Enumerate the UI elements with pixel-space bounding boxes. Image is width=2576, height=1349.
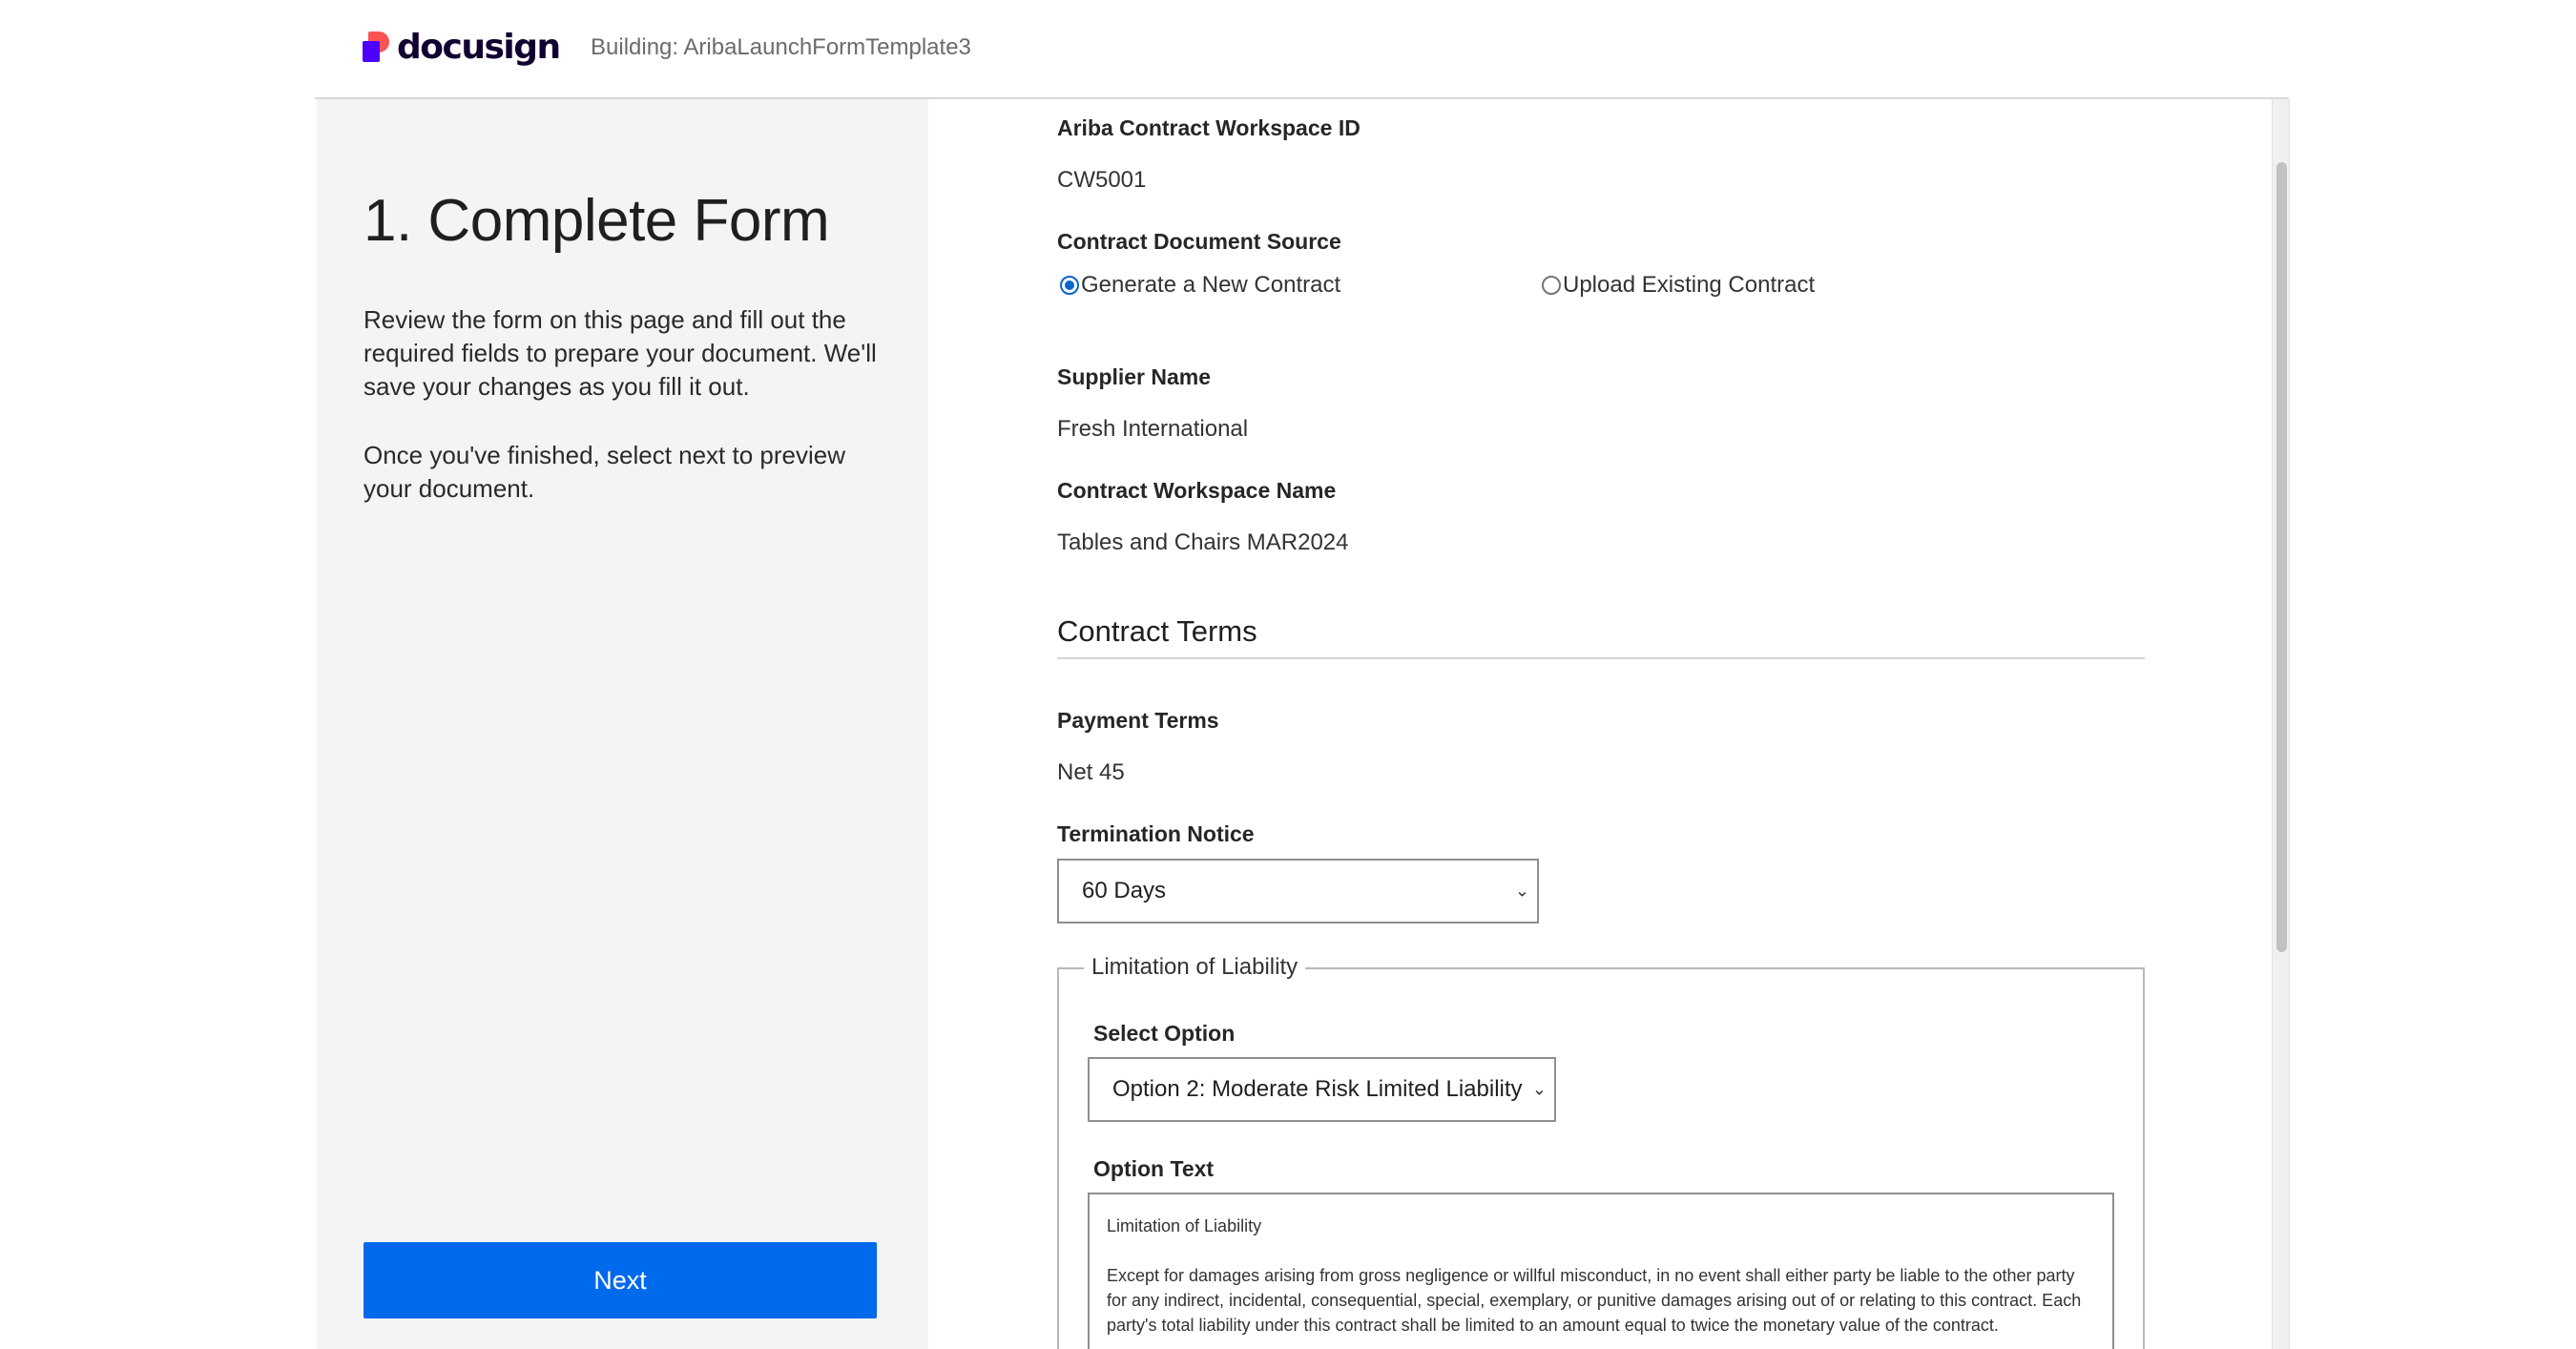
building-template-label: Building: AribaLaunchFormTemplate3: [591, 34, 971, 60]
option-text-heading: Limitation of Liability: [1107, 1216, 1262, 1235]
chevron-down-icon: ⌄: [1531, 1079, 1547, 1099]
docusign-logo-icon: [363, 31, 389, 62]
option-text-area[interactable]: [1088, 1193, 2114, 1349]
document-source-label: Contract Document Source: [1057, 229, 1341, 254]
payment-terms-label: Payment Terms: [1057, 708, 1219, 733]
scrollbar-thumb[interactable]: [2276, 162, 2287, 952]
payment-terms-value: Net 45: [1057, 759, 1125, 785]
select-value: Option 2: Moderate Risk Limited Liability: [1112, 1076, 1523, 1102]
workspace-id-label: Ariba Contract Workspace ID: [1057, 115, 1361, 140]
workspace-name-value: Tables and Chairs MAR2024: [1057, 529, 1349, 555]
select-value: 60 Days: [1082, 878, 1167, 903]
option-text-body: Except for damages arising from gross negligence or willful misconduct, in no event shall either party be liable to the other party for any indirect, incidental, consequential, special, exemplary, or punitive damages arising out of or relating to this contract. Each party's total liability under this contract shall be limited to an amount equal to twice the monetary value of the contract.: [1107, 1266, 2082, 1335]
termination-notice-select[interactable]: [1057, 859, 1539, 924]
radio-generate-new-contract[interactable]: [1060, 272, 1340, 299]
radio-label: Generate a New Contract: [1081, 272, 1341, 298]
radio-button-checked[interactable]: [1060, 276, 1079, 295]
radio-upload-existing-contract[interactable]: [1542, 272, 1815, 299]
next-button[interactable]: Next: [364, 1242, 877, 1318]
workspace-name-label: Contract Workspace Name: [1057, 478, 1337, 503]
vertical-scrollbar[interactable]: [2272, 99, 2289, 1349]
radio-button-unchecked[interactable]: [1542, 276, 1561, 295]
next-instructions-text: Once you've finished, select next to preview your document.: [364, 441, 846, 503]
select-option-label: Select Option: [1093, 1021, 1236, 1046]
page-edge-divider: [2289, 99, 2290, 1349]
option-text-label: Option Text: [1093, 1156, 1215, 1181]
termination-notice-label: Termination Notice: [1057, 821, 1255, 846]
supplier-name-label: Supplier Name: [1057, 364, 1212, 389]
instructions-panel: [317, 99, 928, 1349]
workspace-id-value: CW5001: [1057, 167, 1147, 193]
logo-wordmark: docusign: [397, 27, 560, 67]
instructions-text: Review the form on this page and fill out the required fields to prepare your document. We'll save your changes as you fill it out.: [364, 305, 877, 401]
chevron-down-icon: ⌄: [1514, 881, 1529, 901]
step-title: 1. Complete Form: [364, 188, 830, 254]
supplier-name-value: Fresh International: [1057, 416, 1249, 442]
radio-label: Upload Existing Contract: [1563, 272, 1816, 298]
form-content: [1057, 99, 2145, 1349]
app-header: [0, 0, 2576, 98]
section-divider: [1057, 657, 2145, 659]
limitation-legend: Limitation of Liability: [1084, 954, 1305, 981]
liability-option-select[interactable]: [1088, 1057, 1556, 1122]
docusign-logo[interactable]: [363, 27, 560, 67]
contract-terms-heading: Contract Terms: [1057, 614, 1257, 648]
